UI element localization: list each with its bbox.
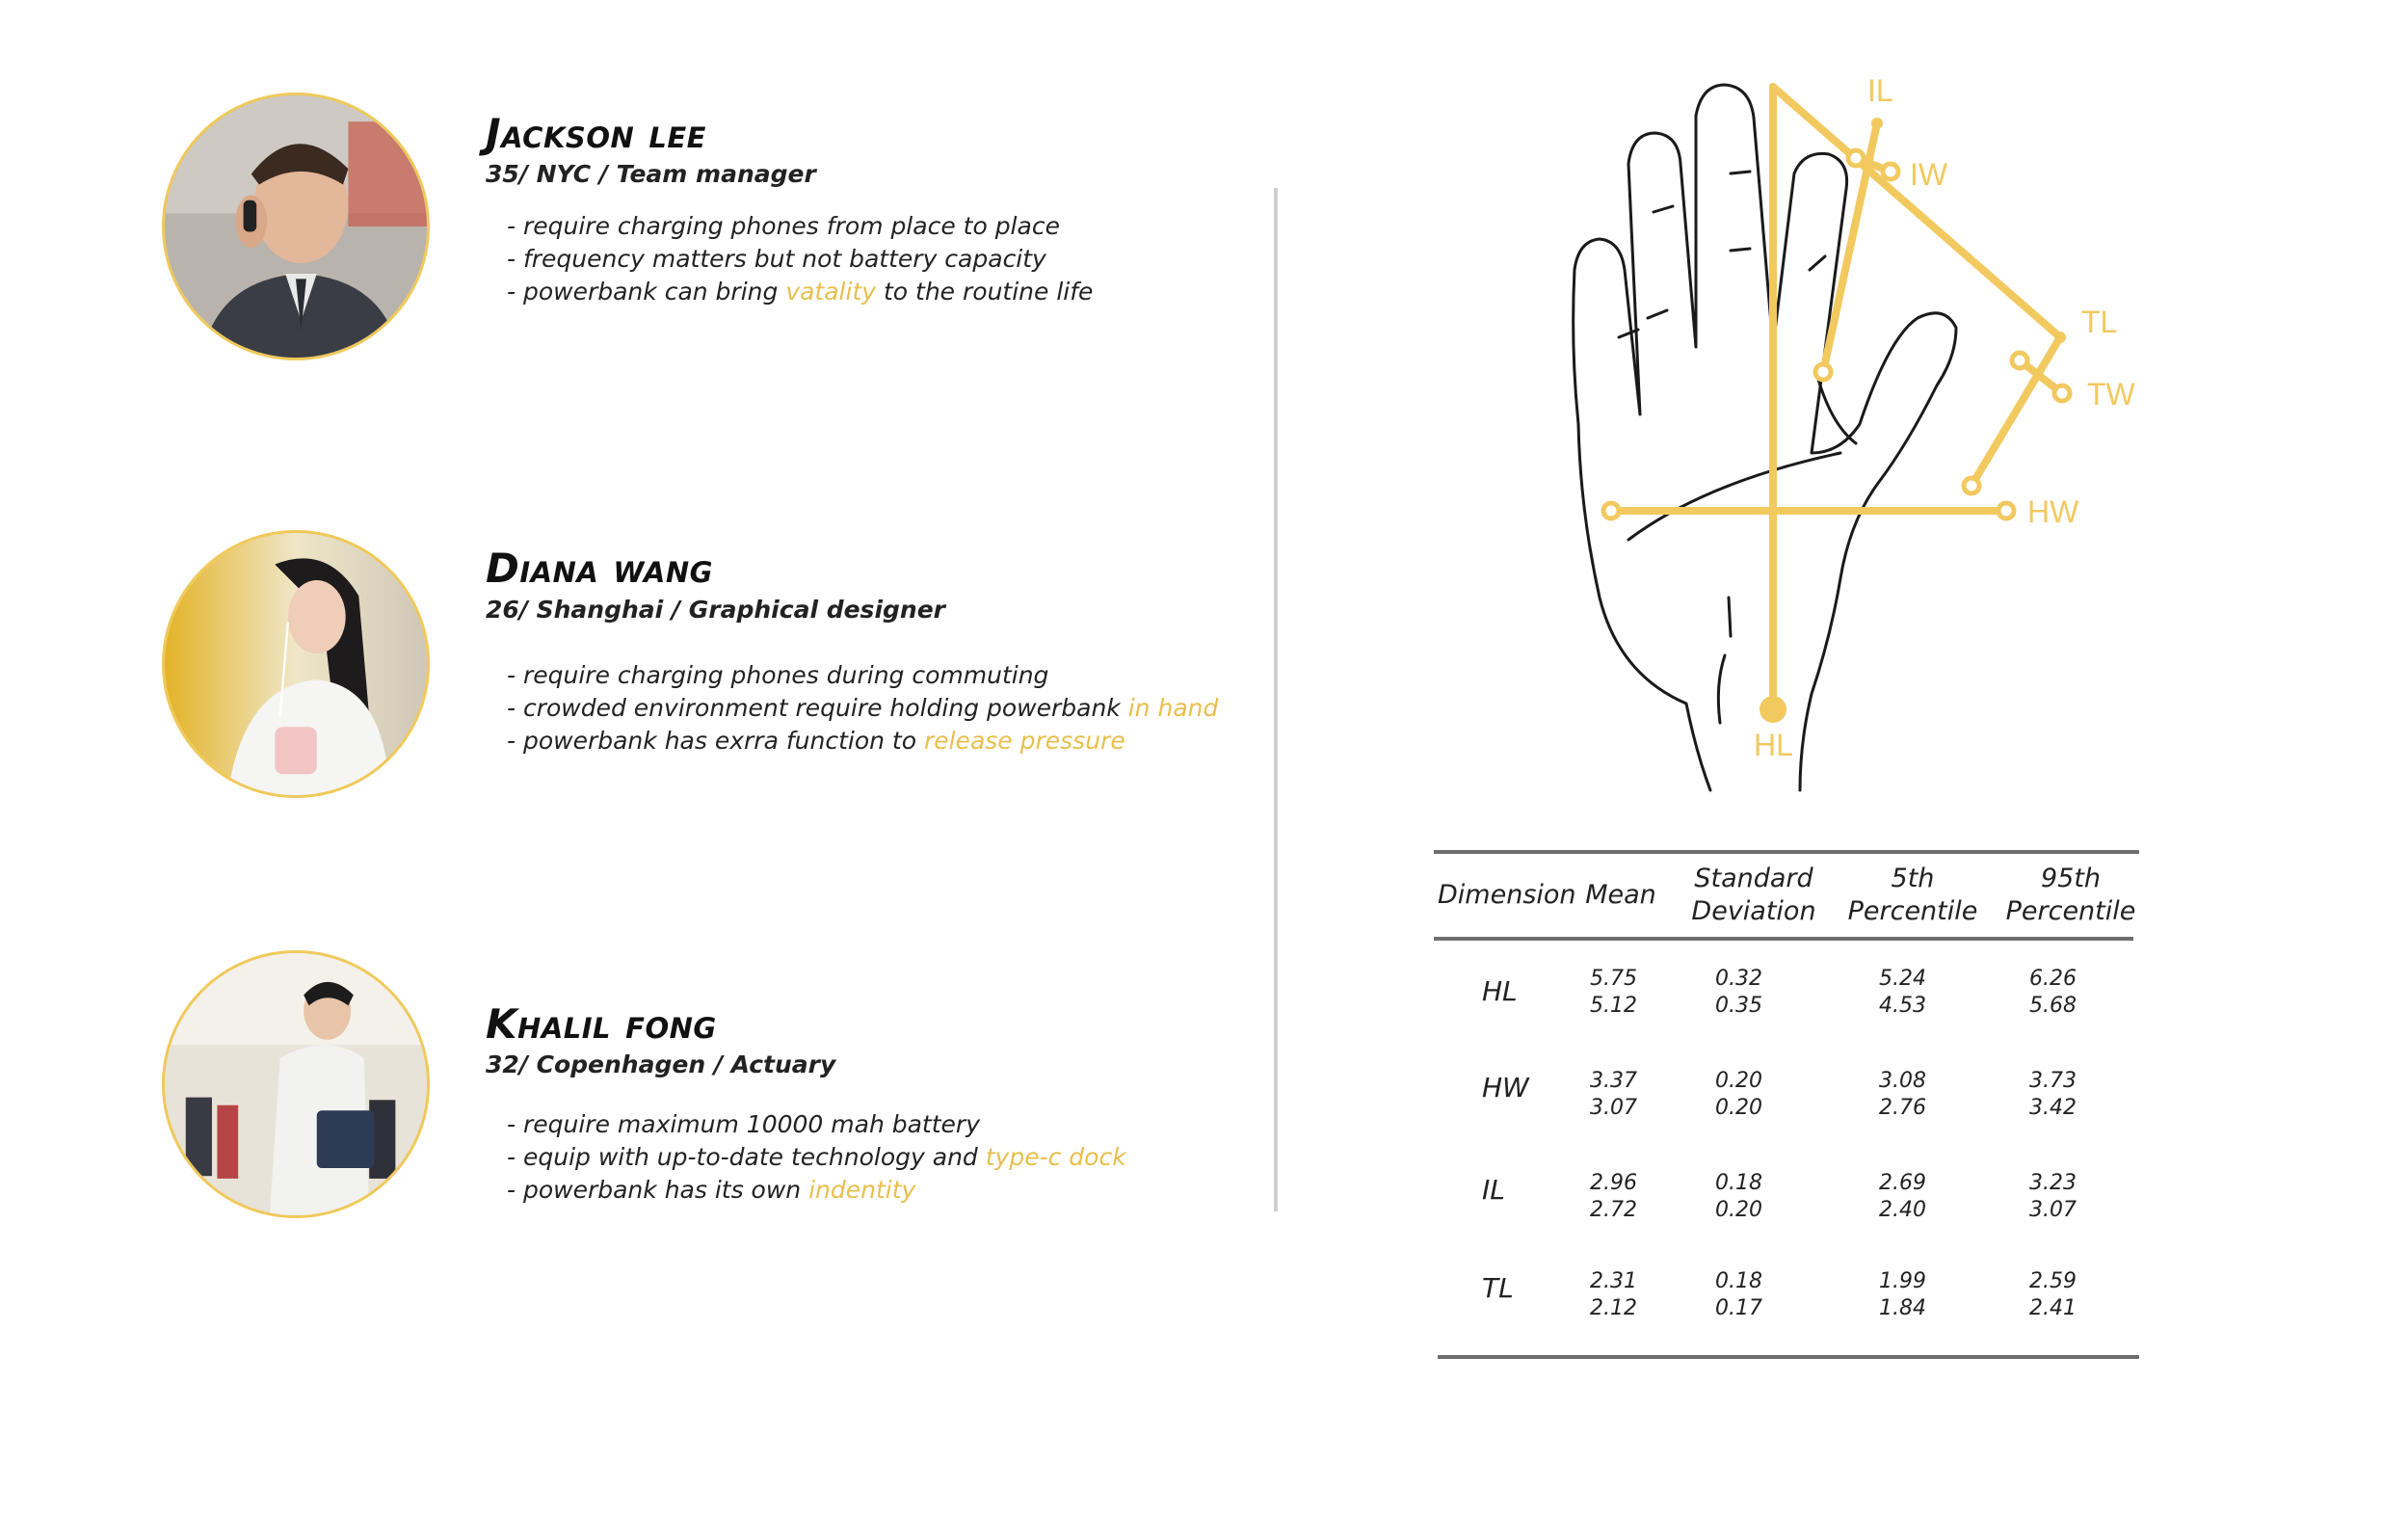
row-label: HL <box>1482 975 1518 1007</box>
persona-name: Jackson lee <box>486 110 706 157</box>
header-std: Standard Deviation <box>1691 864 1816 926</box>
label-hl: HL <box>1754 728 1793 762</box>
cell-mean: 2.31 2.12 <box>1590 1269 1637 1320</box>
header-dimension: Dimension <box>1438 880 1576 910</box>
highlight-text: vatality <box>785 278 877 306</box>
label-tl: TL <box>2081 305 2118 339</box>
avatar <box>162 950 430 1218</box>
persona-meta: 26/ Shanghai / Graphical designer <box>486 596 945 624</box>
header-5th-percentile: 5th Percentile <box>1847 864 1978 926</box>
persona-needs-list <box>507 210 1093 308</box>
persona-meta: 35/ NYC / Team manager <box>486 160 816 188</box>
list-item: - equip with up-to-date technology and type-c dock <box>507 1143 1126 1171</box>
persona-meta: 32/ Copenhagen / Actuary <box>486 1051 836 1078</box>
list-item: - frequency matters but not battery capacity <box>507 245 1046 273</box>
avatar <box>162 93 430 360</box>
label-iw: IW <box>1910 157 1948 192</box>
woman-with-earphones-photo <box>165 533 427 795</box>
table-top-rule <box>1434 850 2139 854</box>
cell-p95: 2.59 2.41 <box>2029 1269 2077 1320</box>
cell-p95: 6.26 5.68 <box>2029 967 2077 1018</box>
cell-p5: 1.99 1.84 <box>1879 1269 1926 1320</box>
highlight-text: in hand <box>1127 694 1219 722</box>
cell-mean: 3.37 3.07 <box>1590 1069 1637 1120</box>
hand-outline <box>1574 85 1956 790</box>
cell-p95: 3.23 3.07 <box>2029 1171 2077 1222</box>
cell-std: 0.18 0.20 <box>1715 1171 1762 1222</box>
list-item: - crowded environment require holding powerbank in hand <box>507 694 1219 722</box>
thumb-length-line <box>1773 87 2060 337</box>
list-item: - require maximum 10000 mah battery <box>507 1110 980 1138</box>
persona-needs-list <box>507 1108 1126 1207</box>
cell-p5: 2.69 2.40 <box>1879 1171 1926 1222</box>
man-in-subway-photo <box>165 953 427 1215</box>
hand-length-endpoint <box>1760 696 1786 723</box>
measurement-lines <box>1611 87 2062 713</box>
row-label: IL <box>1482 1174 1505 1206</box>
label-tw: TW <box>2087 377 2135 412</box>
persona-name: Diana wang <box>486 545 713 592</box>
hand-dimensions-table <box>1434 848 2139 1369</box>
hand-outline-svg <box>1551 58 2207 810</box>
avatar <box>162 530 430 798</box>
man-with-phone-photo <box>165 95 427 358</box>
persona-needs-list <box>507 659 1218 758</box>
index-length-endpoint <box>1871 118 1883 129</box>
cell-std: 0.18 0.17 <box>1715 1269 1762 1320</box>
thumb-length-endpoint <box>2054 332 2066 343</box>
cell-std: 0.32 0.35 <box>1715 967 1762 1018</box>
cell-mean: 2.96 2.72 <box>1590 1171 1637 1222</box>
label-hw: HW <box>2027 494 2079 529</box>
highlight-text: type-c dock <box>985 1143 1126 1171</box>
persona-card <box>0 93 1253 382</box>
row-label: HW <box>1482 1072 1529 1104</box>
cell-p5: 3.08 2.76 <box>1879 1069 1926 1120</box>
cell-mean: 5.75 5.12 <box>1590 967 1637 1018</box>
list-item: - powerbank can bring vatality to the routine life <box>507 278 1094 306</box>
highlight-text: indentity <box>808 1176 916 1204</box>
header-95th-percentile: 95th Percentile <box>2005 864 2136 926</box>
cell-p95: 3.73 3.42 <box>2029 1069 2077 1120</box>
list-item: - powerbank has exrra function to release pressure <box>507 727 1125 755</box>
list-item: - require charging phones during commuting <box>507 661 1049 689</box>
label-il: IL <box>1867 73 1893 108</box>
table-bottom-rule <box>1438 1355 2139 1359</box>
hand-measurement-diagram <box>1551 58 2207 810</box>
header-mean: Mean <box>1585 880 1656 910</box>
list-item: - require charging phones from place to place <box>507 212 1060 240</box>
highlight-text: release pressure <box>923 727 1125 755</box>
row-label: TL <box>1482 1272 1514 1304</box>
cell-p5: 5.24 4.53 <box>1879 967 1926 1018</box>
list-item: - powerbank has its own indentity <box>507 1176 916 1204</box>
persona-card <box>0 530 1253 819</box>
table-header-rule <box>1434 937 2133 941</box>
persona-name: Khalil fong <box>486 1000 717 1048</box>
vertical-divider <box>1274 188 1278 1211</box>
cell-std: 0.20 0.20 <box>1715 1069 1762 1120</box>
persona-card <box>0 950 1253 1239</box>
